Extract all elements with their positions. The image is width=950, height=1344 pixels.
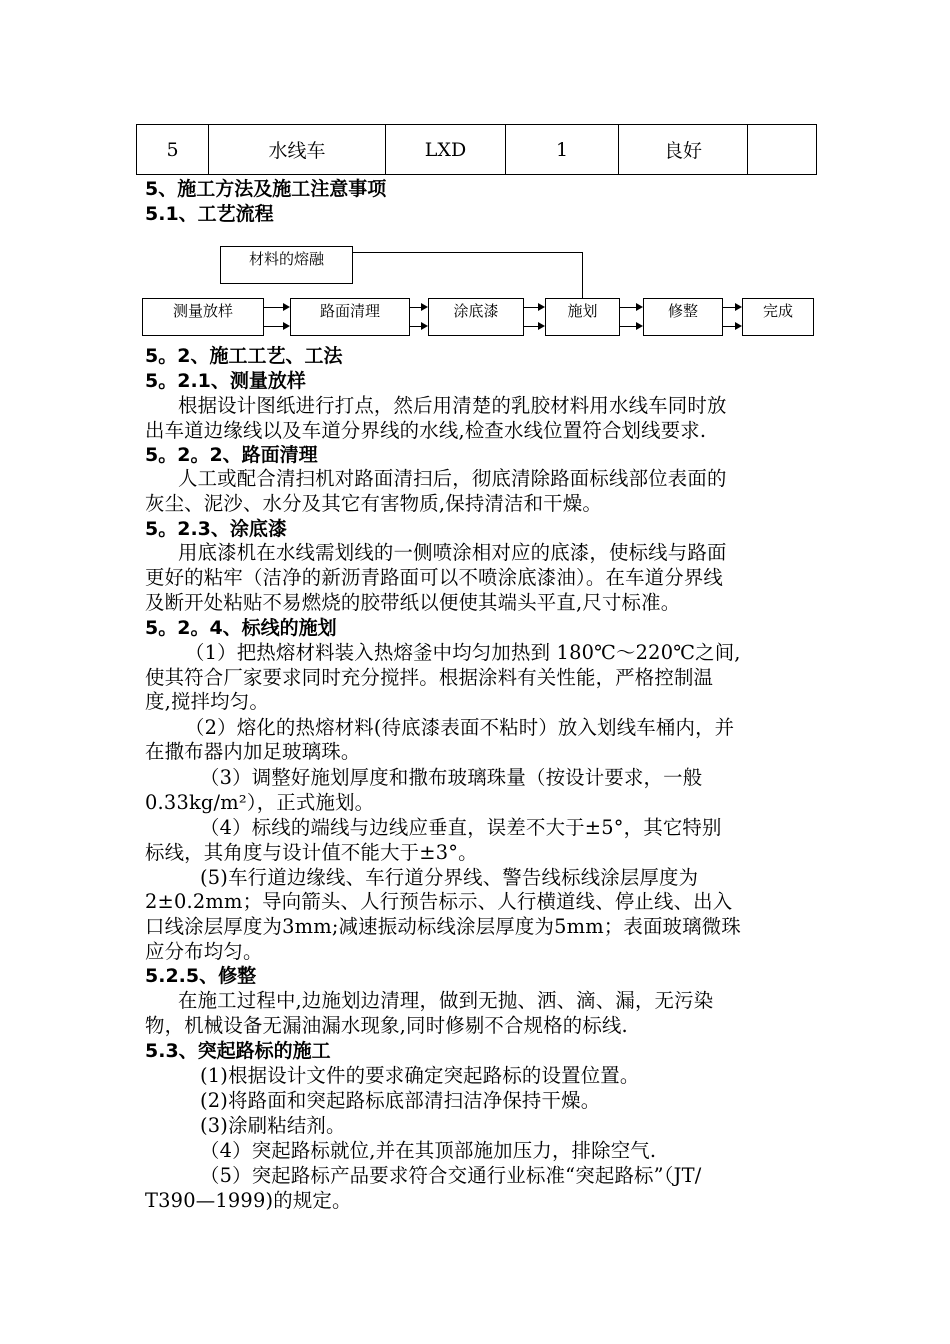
paragraph-line: 更好的粘牢（洁净的新沥青路面可以不喷涂底漆油）。在车道分界线	[145, 566, 724, 589]
paragraph-line: 标线，其角度与设计值不能大于±3°。	[145, 841, 478, 864]
flow-arrow-line	[264, 307, 284, 308]
arrow-right-icon	[421, 322, 428, 330]
flow-arrow-line	[620, 307, 637, 308]
paragraph-line: 度,搅拌均匀。	[145, 690, 269, 713]
table-cell-name: 水线车	[209, 125, 386, 175]
arrow-right-icon	[538, 322, 545, 330]
arrow-right-icon	[636, 303, 643, 311]
paragraph-line: (1)根据设计文件的要求确定突起路标的设置位置。	[200, 1064, 640, 1087]
table-cell-index: 5	[137, 125, 209, 175]
equipment-table	[136, 124, 817, 175]
table-cell-model: LXD	[386, 125, 506, 175]
flow-connector	[582, 252, 583, 304]
flow-arrow-line	[524, 307, 539, 308]
flow-box-material-melting: 材料的熔融	[220, 246, 353, 284]
subsection-heading-5-2-3: 5。2.3、涂底漆	[145, 518, 287, 540]
paragraph-line: 出车道边缘线以及车道分界线的水线,检查水线位置符合划线要求.	[145, 419, 707, 442]
paragraph-line: （3）调整好施划厚度和撒布玻璃珠量（按设计要求，一般	[200, 766, 703, 789]
paragraph-line: 物，机械设备无漏油漏水现象,同时修剔不合规格的标线.	[145, 1014, 628, 1037]
arrow-right-icon	[636, 322, 643, 330]
paragraph-line: 2±0.2mm；导向箭头、人行预告标示、人行横道线、停止线、出入	[145, 890, 733, 913]
table-row	[137, 125, 817, 175]
arrow-right-icon	[283, 303, 290, 311]
flow-arrow-line	[524, 326, 539, 327]
paragraph-line: （5）突起路标产品要求符合交通行业标准“突起路标”（JT/	[200, 1164, 702, 1187]
paragraph-line: 及断开处粘贴不易燃烧的胶带纸以便使其端头平直,尺寸标准。	[145, 591, 681, 614]
paragraph-line: 灰尘、泥沙、水分及其它有害物质,保持清洁和干燥。	[145, 492, 602, 515]
table-cell-condition: 良好	[619, 125, 748, 175]
arrow-right-icon	[735, 322, 742, 330]
flow-step-survey: 测量放样	[142, 298, 264, 336]
flow-step-trim: 修整	[643, 298, 723, 336]
section-heading-5-2: 5。2、施工工艺、工法	[145, 345, 343, 367]
flow-arrow-line	[620, 326, 637, 327]
paragraph-line: （4）标线的端线与边线应垂直，误差不大于±5°，其它特别	[200, 816, 722, 839]
section-heading-5-1: 5.1、工艺流程	[145, 203, 274, 225]
arrow-right-icon	[283, 322, 290, 330]
flow-connector	[353, 252, 583, 253]
section-heading-5-3: 5.3、突起路标的施工	[145, 1040, 331, 1062]
subsection-heading-5-2-5: 5.2.5、修整	[145, 965, 257, 987]
arrow-right-icon	[421, 303, 428, 311]
paragraph-line: 在撒布器内加足玻璃珠。	[145, 740, 361, 763]
paragraph-line: 在施工过程中,边施划边清理，做到无抛、洒、滴、漏，无污染	[178, 989, 714, 1012]
paragraph-line: 人工或配合清扫机对路面清扫后，彻底清除路面标线部位表面的	[178, 467, 727, 490]
flow-step-clean: 路面清理	[290, 298, 410, 336]
paragraph-line: 用底漆机在水线需划线的一侧喷涂相对应的底漆，使标线与路面	[178, 541, 727, 564]
paragraph-line: （2）熔化的热熔材料(待底漆表面不粘时）放入划线车桶内，并	[185, 716, 735, 739]
paragraph-line: （4）突起路标就位,并在其顶部施加压力，排除空气.	[200, 1139, 657, 1162]
arrow-right-icon	[538, 303, 545, 311]
section-heading-5: 5、施工方法及施工注意事项	[145, 178, 387, 200]
table-cell-remark	[748, 125, 817, 175]
paragraph-line: 口线涂层厚度为3mm;减速振动标线涂层厚度为5mm；表面玻璃微珠	[145, 915, 741, 938]
paragraph-line: (3)涂刷粘结剂。	[200, 1114, 346, 1137]
flow-step-marking: 施划	[545, 298, 620, 336]
paragraph-line: 应分布均匀。	[145, 940, 263, 963]
paragraph-line: T390—1999)的规定。	[145, 1189, 352, 1212]
subsection-heading-5-2-4: 5。2。4、标线的施划	[145, 617, 337, 639]
paragraph-line: （1）把热熔材料装入热熔釜中均匀加热到 180℃～220℃之间,	[185, 641, 741, 664]
subsection-heading-5-2-2: 5。2。2、路面清理	[145, 444, 318, 466]
flow-arrow-line	[264, 326, 284, 327]
flow-step-primer: 涂底漆	[428, 298, 524, 336]
paragraph-line: 0.33kg/m²），正式施划。	[145, 791, 375, 814]
paragraph-line: 根据设计图纸进行打点，然后用清楚的乳胶材料用水线车同时放	[178, 394, 727, 417]
paragraph-line: 使其符合厂家要求同时充分搅拌。根据涂料有关性能，严格控制温	[145, 666, 714, 689]
paragraph-line: (2)将路面和突起路标底部清扫洁净保持干燥。	[200, 1089, 601, 1112]
process-flow-diagram	[140, 238, 820, 343]
paragraph-line: (5)车行道边缘线、车行道分界线、警告线标线涂层厚度为	[200, 866, 699, 889]
subsection-heading-5-2-1: 5。2.1、测量放样	[145, 370, 306, 392]
table-cell-quantity: 1	[506, 125, 619, 175]
flow-step-complete: 完成	[742, 298, 814, 336]
arrow-right-icon	[735, 303, 742, 311]
